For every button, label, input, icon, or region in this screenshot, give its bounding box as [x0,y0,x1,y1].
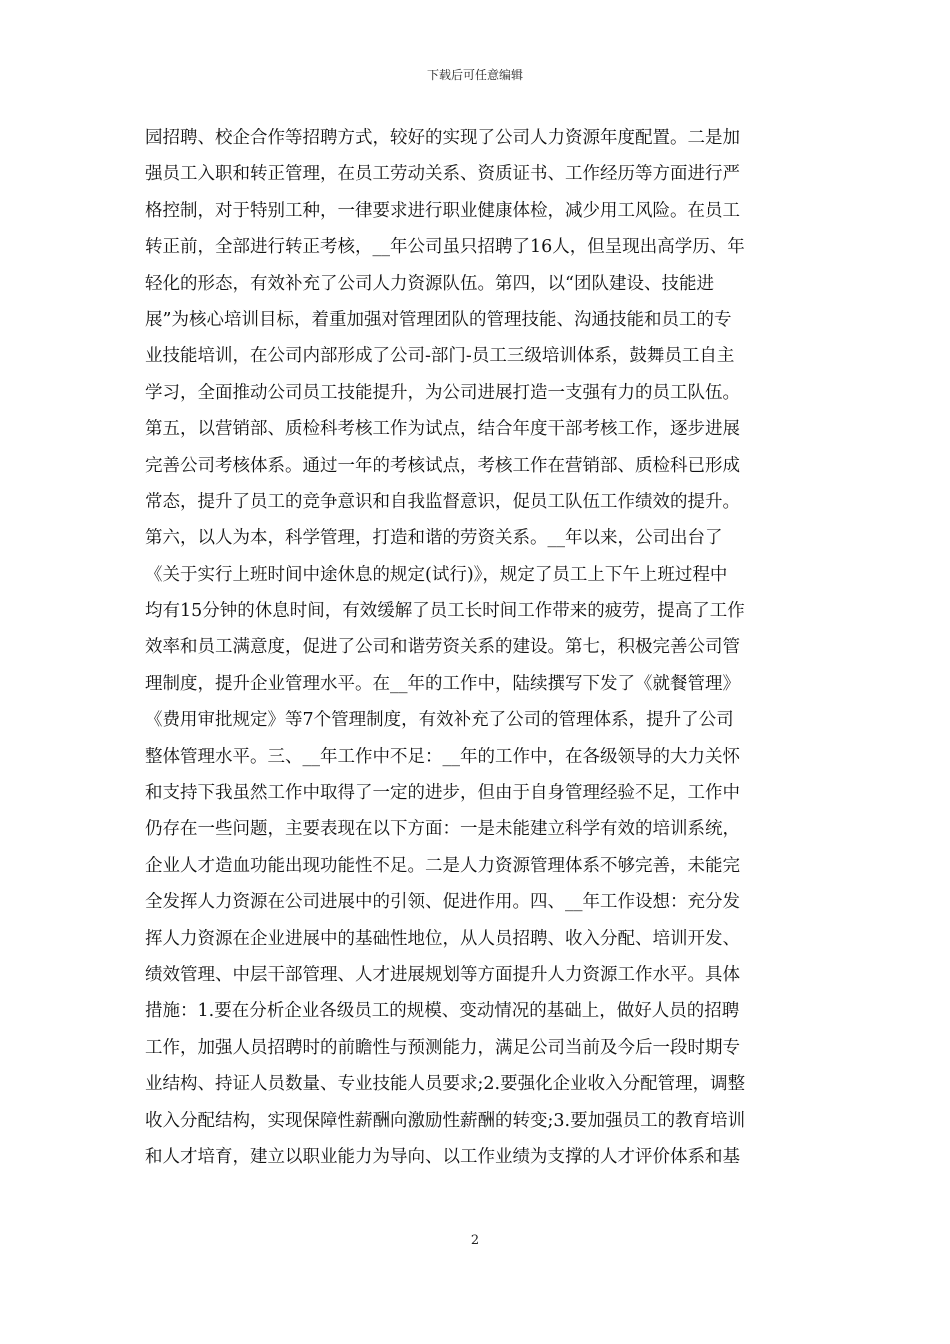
text-line: 收入分配结构，实现保障性薪酬向激励性薪酬的转变;3.要加强员工的教育培训 [145,1110,746,1131]
text-line: 常态，提升了员工的竞争意识和自我监督意识，促员工队伍工作绩效的提升。 [145,491,740,512]
text-line: 挥人力资源在企业进展中的基础性地位，从人员招聘、收入分配、培训开发、 [145,928,740,949]
text-line: 园招聘、校企合作等招聘方式，较好的实现了公司人力资源年度配置。二是加 [145,128,740,148]
text-line: 措施：1.要在分析企业各级员工的规模、变动情况的基础上，做好人员的招聘 [145,1001,740,1022]
page-number: 2 [470,1233,480,1248]
text-line: 和支持下我虽然工作中取得了一定的进步，但由于自身管理经验不足，工作中 [145,783,740,804]
text-line: 仍存在一些问题，主要表现在以下方面：一是未能建立科学有效的培训系统， [145,819,740,840]
text-line: 均有15分钟的休息时间，有效缓解了员工长时间工作带来的疲劳，提高了工作 [145,601,745,622]
text-line: 全发挥人力资源在公司进展中的引领、促进作用。四、__年工作设想：充分发 [145,892,740,913]
text-line: 绩效管理、中层干部管理、人才进展规划等方面提升人力资源工作水平。具体 [145,964,740,985]
text-line: 业结构、持证人员数量、专业技能人员要求;2.要强化企业收入分配管理，调整 [145,1074,746,1095]
text-line: 轻化的形态，有效补充了公司人力资源队伍。第四，以“团队建设、技能进 [145,273,714,294]
text-line: 业技能培训，在公司内部形成了公司-部门-员工三级培训体系，鼓舞员工自主 [145,346,735,367]
text-line: 效率和员工满意度，促进了公司和谐劳资关系的建设。第七，积极完善公司管 [145,637,740,658]
text-line: 完善公司考核体系。通过一年的考核试点，考核工作在营销部、质检科已形成 [145,455,740,476]
text-line: 整体管理水平。三、__年工作中不足：__年的工作中，在各级领导的大力关怀 [145,746,740,767]
text-line: 《费用审批规定》等7个管理制度，有效补充了公司的管理体系，提升了公司 [145,710,734,731]
text-line: 和人才培育，建立以职业能力为导向、以工作业绩为支撑的人才评价体系和基 [145,1146,740,1167]
text-line: 工作，加强人员招聘时的前瞻性与预测能力，满足公司当前及今后一段时期专 [145,1037,740,1058]
text-line: 强员工入职和转正管理，在员工劳动关系、资质证书、工作经历等方面进行严 [145,164,740,185]
page-header: 下载后可任意编辑 [426,68,523,82]
text-line: 理制度，提升企业管理水平。在__年的工作中，陆续撰写下发了《就餐管理》 [145,673,740,694]
text-line: 第六，以人为本，科学管理，打造和谐的劳资关系。__年以来，公司出台了 [145,528,723,549]
text-line: 第五，以营销部、质检科考核工作为试点，结合年度干部考核工作，逐步进展 [145,419,740,440]
text-line: 格控制，对于特别工种，一律要求进行职业健康体检，减少用工风险。在员工 [145,200,740,221]
text-line: 转正前，全部进行转正考核，__年公司虽只招聘了16人，但呈现出高学历、年 [145,237,745,258]
text-line: 《关于实行上班时间中途休息的规定(试行)》，规定了员工上下午上班过程中 [145,564,728,585]
text-line: 学习，全面推动公司员工技能提升，为公司进展打造一支强有力的员工队伍。 [145,382,740,403]
text-line: 展”为核心培训目标，着重加强对管理团队的管理技能、沟通技能和员工的专 [145,309,732,330]
document-body [145,120,810,1175]
text-line: 企业人才造血功能出现功能性不足。二是人力资源管理体系不够完善，未能完 [145,855,740,876]
